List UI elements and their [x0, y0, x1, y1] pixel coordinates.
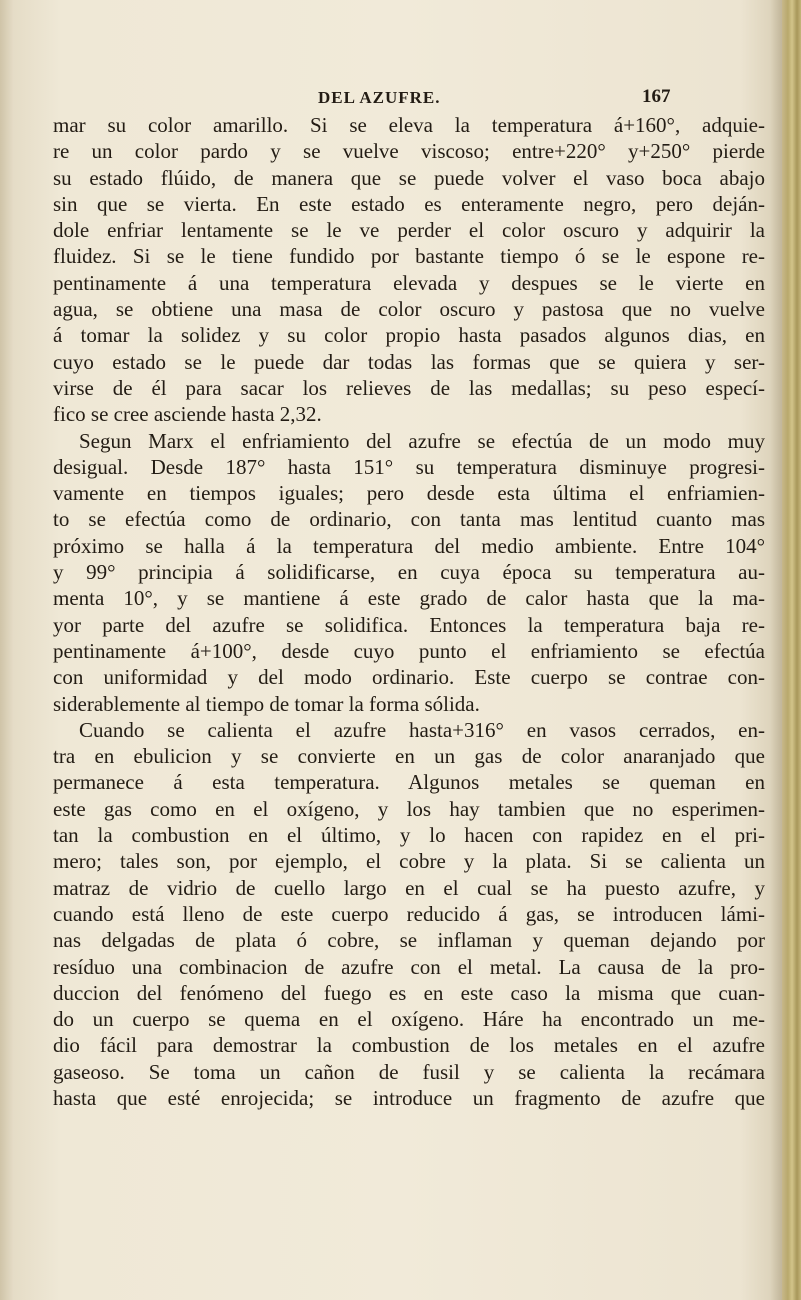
page-gutter [0, 0, 14, 1300]
text-line: to se efectúa como de ordinario, con tanta mas lentitud cuanto mas [53, 507, 765, 532]
text-line: sin que se vierta. En este estado es enteramente negro, pero deján- [53, 191, 765, 216]
text-line: nas delgadas de plata ó cobre, se inflaman y queman dejando por [53, 928, 765, 953]
text-line: desigual. Desde 187° hasta 151° su temperatura disminuye progresi- [53, 454, 765, 479]
text-line: pentinamente á+100°, desde cuyo punto el enfriamiento se efectúa [53, 638, 765, 663]
body-text [53, 112, 773, 1111]
text-line: fluidez. Si se le tiene fundido por bastante tiempo ó se le espone re- [53, 244, 765, 269]
text-line: menta 10°, y se mantiene á este grado de calor hasta que la ma- [53, 586, 765, 611]
text-line: permanece á esta temperatura. Algunos metales se queman en [53, 770, 765, 795]
text-line: mero; tales son, por ejemplo, el cobre y la plata. Si se calienta un [53, 849, 765, 874]
text-line: su estado flúido, de manera que se puede volver el vaso boca abajo [53, 165, 765, 190]
text-line: do un cuerpo se quema en el oxígeno. Háre ha encontrado un me- [53, 1007, 765, 1032]
text-line: mar su color amarillo. Si se eleva la temperatura á+160°, adquie- [53, 113, 765, 137]
text-line: próximo se halla á la temperatura del medio ambiente. Entre 104° [53, 533, 765, 558]
text-line: cuyo estado se le puede dar todas las formas que se quiera y ser- [53, 349, 765, 374]
text-line: Segun Marx el enfriamiento del azufre se efectúa de un modo muy [79, 428, 765, 453]
text-line: Cuando se calienta el azufre hasta+316° en vasos cerrados, en- [79, 717, 765, 742]
text-line: re un color pardo y se vuelve viscoso; entre+220° y+250° pierde [53, 139, 765, 164]
text-line: fico se cree asciende hasta 2,32. [53, 402, 322, 427]
text-line: con uniformidad y del modo ordinario. Este cuerpo se contrae con- [53, 665, 765, 690]
text-line: á tomar la solidez y su color propio hasta pasados algunos dias, en [53, 323, 765, 348]
page-number: 167 [642, 86, 671, 107]
text-line: yor parte del azufre se solidifica. Entonces la temperatura baja re- [53, 612, 765, 637]
text-line: este gas como en el oxígeno, y los hay tambien que no esperimen- [53, 796, 765, 821]
text-line: cuando está lleno de este cuerpo reducido á gas, se introducen lámi- [53, 901, 765, 926]
text-line: siderablemente al tiempo de tomar la forma sólida. [53, 691, 480, 716]
text-line: tra en ebulicion y se convierte en un gas de color anaranjado que [53, 744, 765, 769]
text-line: dole enfriar lentamente se le ve perder el color oscuro y adquirir la [53, 218, 765, 243]
page-header [0, 88, 801, 112]
running-title: DEL AZUFRE. [318, 88, 441, 107]
text-line: vamente en tiempos iguales; pero desde esta última el enfriamien- [53, 481, 765, 506]
text-line: gaseoso. Se toma un cañon de fusil y se calienta la recámara [53, 1059, 765, 1084]
text-line: duccion del fenómeno del fuego es en este caso la misma que cuan- [53, 980, 765, 1005]
text-line: dio fácil para demostrar la combustion de los metales en el azufre [53, 1033, 765, 1058]
text-line: agua, se obtiene una masa de color oscuro y pastosa que no vuelve [53, 297, 765, 322]
text-line: resíduo una combinacion de azufre con el metal. La causa de la pro- [53, 954, 765, 979]
book-binding-edge [782, 0, 801, 1300]
text-line: tan la combustion en el último, y lo hacen con rapidez en el pri- [53, 823, 765, 848]
text-line: virse de él para sacar los relieves de las medallas; su peso especí- [53, 375, 765, 400]
text-line: matraz de vidrio de cuello largo en el cual se ha puesto azufre, y [53, 875, 765, 900]
text-line: y 99° principia á solidificarse, en cuya época su temperatura au- [53, 560, 765, 585]
text-line: pentinamente á una temperatura elevada y despues se le vierte en [53, 270, 765, 295]
text-line: hasta que esté enrojecida; se introduce un fragmento de azufre que [53, 1085, 765, 1110]
